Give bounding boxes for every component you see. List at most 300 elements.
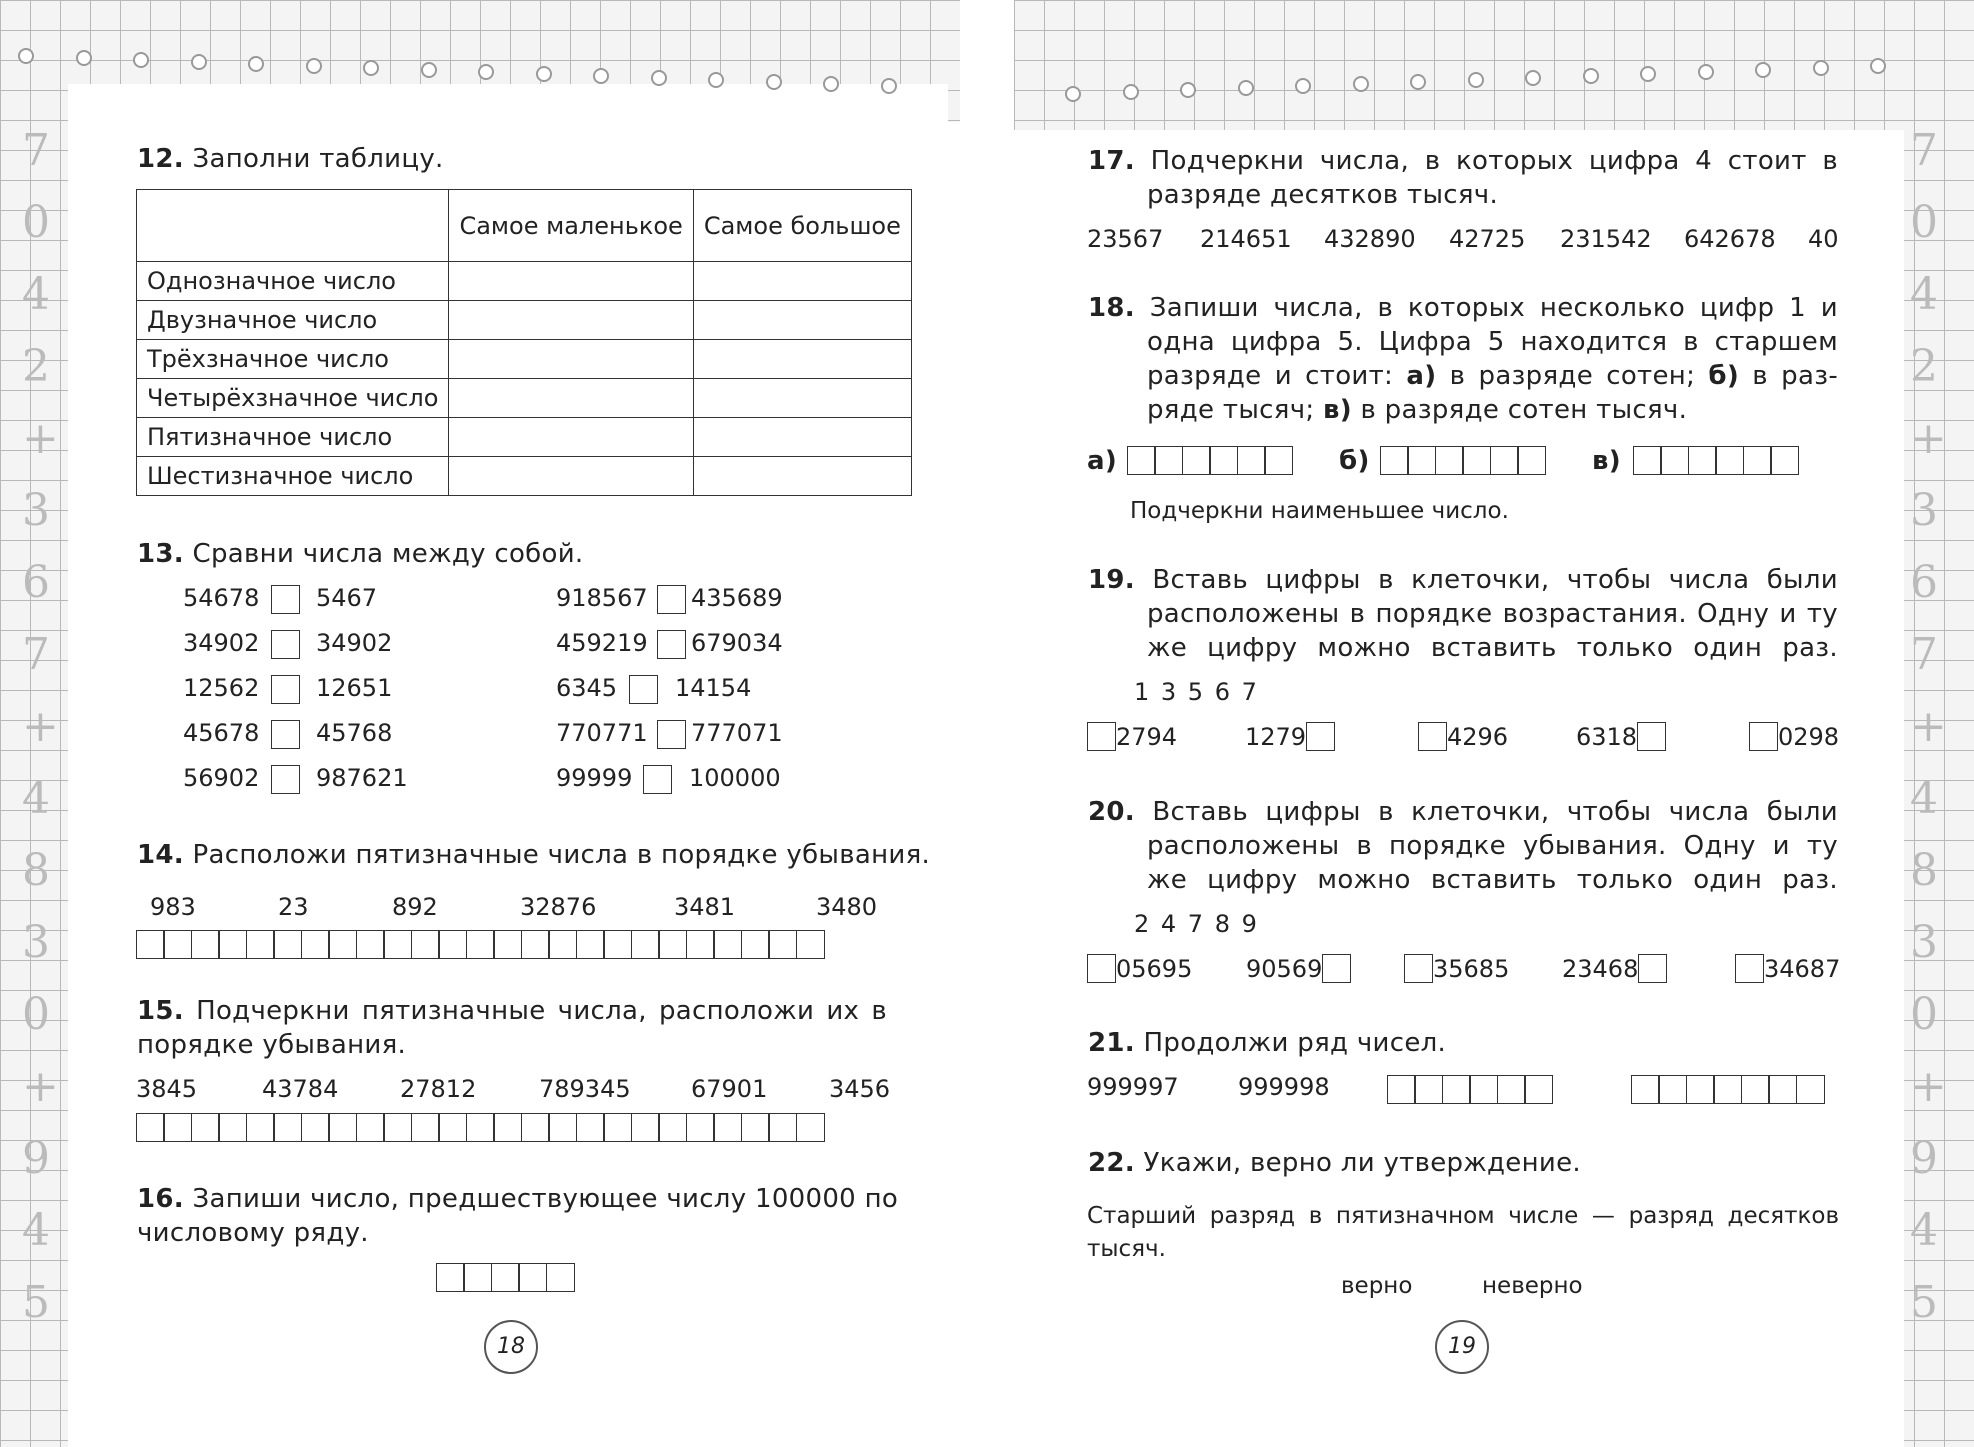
digit-cell[interactable] [328, 930, 357, 959]
decor-digit: 7 [1910, 125, 1938, 176]
digit-cell[interactable] [603, 930, 632, 959]
table-row [137, 262, 912, 301]
digit-cell[interactable] [163, 1113, 192, 1142]
digit-box[interactable] [1322, 954, 1351, 983]
table-header-largest: Самое большое [693, 190, 911, 262]
task21-title: Продолжи ряд чисел. [1143, 1028, 1447, 1058]
digit-cell[interactable] [466, 930, 495, 959]
task18-line4-post: в разряде сотен тысяч. [1351, 395, 1688, 425]
digit-cell[interactable] [1182, 446, 1211, 475]
digit-cell[interactable] [436, 1263, 465, 1292]
task18-label-a: а) [1087, 446, 1118, 476]
left-page-number: 18 [484, 1320, 538, 1374]
digit-cell[interactable] [1127, 446, 1156, 475]
number-item: 231542 [1560, 225, 1652, 253]
digit-cell[interactable] [246, 930, 275, 959]
digit-cell[interactable] [521, 930, 550, 959]
task15-heading [137, 994, 887, 1062]
digit-cell[interactable] [273, 930, 302, 959]
right-page-number: 19 [1435, 1320, 1489, 1374]
digit-cell[interactable] [658, 930, 687, 959]
task21-cells-next-1[interactable] [1388, 1075, 1553, 1104]
spiral-hole [1583, 68, 1599, 84]
digit-cell[interactable] [521, 1113, 550, 1142]
compare-left-number: 459219 [556, 629, 648, 657]
insert-item-number: 90569 [1246, 954, 1323, 983]
task21-cells-next-2[interactable] [1632, 1075, 1825, 1104]
digit-cell[interactable] [576, 1113, 605, 1142]
task22-option-true[interactable]: верно [1341, 1273, 1413, 1299]
spiral-hole [1698, 64, 1714, 80]
spiral-hole [1755, 62, 1771, 78]
compare-left-number: 12562 [183, 674, 260, 702]
digit-cell[interactable] [741, 1113, 770, 1142]
number-item: 23 [278, 893, 309, 921]
task16-answer-cells[interactable] [437, 1263, 575, 1292]
spiral-hole [133, 52, 149, 68]
digit-box[interactable] [1306, 722, 1335, 751]
digit-cell[interactable] [218, 1113, 247, 1142]
row-label: Двузначное число [137, 301, 449, 340]
digit-cell[interactable] [356, 1113, 385, 1142]
digit-cell[interactable] [603, 1113, 632, 1142]
task15-title-line1: Подчеркни пятизначные числа, расположи их в [196, 996, 887, 1026]
decor-digit: 4 [1910, 1205, 1938, 1256]
task15-title-line2: порядке убывания. [137, 1030, 407, 1060]
table-header-row [137, 190, 912, 262]
digit-cell[interactable] [383, 930, 412, 959]
compare-left-number: 99999 [556, 764, 633, 792]
insert-item [1087, 722, 1177, 751]
task21-number-2: 999998 [1238, 1073, 1330, 1101]
compare-right-number: 679034 [691, 629, 783, 657]
task17-title-line2: разряде десятков тысяч. [1147, 180, 1499, 210]
number-item: 42725 [1449, 225, 1526, 253]
digit-cell[interactable] [548, 1113, 577, 1142]
compare-right-number: 100000 [689, 764, 781, 792]
digit-cell[interactable] [686, 930, 715, 959]
task20-digits: 2 4 7 8 9 [1134, 910, 1257, 938]
digit-cell[interactable] [218, 930, 247, 959]
digit-box[interactable] [1087, 954, 1116, 983]
insert-item-number: 4296 [1447, 722, 1509, 751]
digit-cell[interactable] [1497, 1075, 1526, 1104]
task14-answer-cells[interactable] [137, 930, 825, 959]
decor-digit: 5 [22, 1277, 50, 1328]
digit-cell[interactable] [1743, 446, 1772, 475]
number-item: 43784 [262, 1075, 339, 1103]
decor-digit: 6 [1910, 557, 1938, 608]
spiral-hole [1238, 80, 1254, 96]
digit-cell[interactable] [1660, 446, 1689, 475]
task20-number: 20. [1088, 797, 1135, 827]
task20-heading [1088, 795, 1838, 897]
digit-cell[interactable] [713, 1113, 742, 1142]
digit-cell[interactable] [1407, 446, 1436, 475]
task16-title-line2: числовому ряду. [137, 1218, 369, 1248]
table-row [137, 379, 912, 418]
decor-digit: + [22, 413, 59, 464]
table-row [137, 340, 912, 379]
digit-cell[interactable] [576, 930, 605, 959]
number-item: 67901 [691, 1075, 768, 1103]
answer-cell[interactable] [693, 457, 911, 496]
spiral-hole [18, 48, 34, 64]
answer-cell[interactable] [449, 262, 693, 301]
task16-number: 16. [137, 1184, 184, 1214]
digit-cell[interactable] [163, 930, 192, 959]
insert-item [1245, 722, 1335, 751]
decor-digit: 4 [1910, 269, 1938, 320]
answer-cell[interactable] [449, 418, 693, 457]
decor-digit: 0 [22, 989, 50, 1040]
task13-title: Сравни числа между собой. [192, 539, 584, 569]
digit-cell[interactable] [301, 1113, 330, 1142]
table-header-smallest: Самое маленькое [449, 190, 693, 262]
compare-left-number: 6345 [556, 674, 618, 702]
digit-cell[interactable] [1658, 1075, 1687, 1104]
digit-cell[interactable] [713, 930, 742, 959]
digit-cell[interactable] [518, 1263, 547, 1292]
task17-heading [1088, 144, 1838, 212]
task18-line3-mid: в разряде сотен; [1436, 361, 1709, 391]
table-row [137, 301, 912, 340]
task18-cells-a[interactable] [1128, 446, 1293, 475]
number-item: 214651 [1200, 225, 1292, 253]
decor-digit: 8 [1910, 845, 1938, 896]
answer-cell[interactable] [449, 379, 693, 418]
digit-cell[interactable] [768, 1113, 797, 1142]
task12-number: 12. [137, 144, 184, 174]
digit-cell[interactable] [1631, 1075, 1660, 1104]
insert-item [1418, 722, 1508, 751]
digit-box[interactable] [1637, 722, 1666, 751]
digit-cell[interactable] [1435, 446, 1464, 475]
table-row [137, 418, 912, 457]
task20-line1: Вставь цифры в клеточки, чтобы числа были [1152, 797, 1838, 827]
compare-sign-box[interactable] [643, 765, 672, 794]
task15-answer-cells[interactable] [137, 1113, 825, 1142]
spiral-hole [1295, 78, 1311, 94]
decor-digit: 2 [22, 341, 50, 392]
compare-right-number: 12651 [316, 674, 393, 702]
compare-sign-box[interactable] [657, 630, 686, 659]
number-item: 3480 [816, 893, 878, 921]
compare-sign-box[interactable] [271, 630, 300, 659]
digit-cell[interactable] [1517, 446, 1546, 475]
digit-cell[interactable] [328, 1113, 357, 1142]
digit-cell[interactable] [1688, 446, 1717, 475]
digit-cell[interactable] [631, 930, 660, 959]
digit-cell[interactable] [1264, 446, 1293, 475]
decor-digit: 8 [22, 845, 50, 896]
decor-digit: 6 [22, 557, 50, 608]
digit-cell[interactable] [631, 1113, 660, 1142]
digit-cell[interactable] [1154, 446, 1183, 475]
digit-cell[interactable] [1524, 1075, 1553, 1104]
decor-digit: 7 [22, 125, 50, 176]
spiral-hole [766, 74, 782, 90]
digit-cell[interactable] [548, 930, 577, 959]
decor-digit: 0 [22, 197, 50, 248]
digit-box[interactable] [1749, 722, 1778, 751]
digit-cell[interactable] [191, 930, 220, 959]
task22-line2: тысяч. [1087, 1236, 1166, 1262]
digit-cell[interactable] [1768, 1075, 1797, 1104]
row-label: Шестизначное число [137, 457, 449, 496]
task12-title: Заполни таблицу. [192, 144, 444, 174]
task14-heading [137, 838, 930, 872]
task14-number: 14. [137, 840, 184, 870]
answer-cell[interactable] [449, 301, 693, 340]
task22-title: Укажи, верно ли утверждение. [1143, 1148, 1581, 1178]
spiral-hole [1123, 84, 1139, 100]
insert-item-number: 0298 [1778, 722, 1840, 751]
digit-cell[interactable] [273, 1113, 302, 1142]
insert-item [1087, 954, 1192, 983]
page-gutter [960, 0, 1014, 1447]
insert-item-number: 23468 [1562, 954, 1639, 983]
spiral-hole [306, 58, 322, 74]
digit-cell[interactable] [1741, 1075, 1770, 1104]
compare-sign-box[interactable] [657, 720, 686, 749]
digit-cell[interactable] [383, 1113, 412, 1142]
digit-cell[interactable] [463, 1263, 492, 1292]
compare-right-number: 987621 [316, 764, 408, 792]
task22-option-false[interactable]: неверно [1482, 1273, 1583, 1299]
compare-left-number: 45678 [183, 719, 260, 747]
task13-heading [137, 537, 583, 571]
task12-heading [137, 142, 444, 176]
spiral-hole [1525, 70, 1541, 86]
number-item: 3456 [829, 1075, 891, 1103]
insert-item [1576, 722, 1666, 751]
digit-cell[interactable] [546, 1263, 575, 1292]
compare-left-number: 918567 [556, 584, 648, 612]
spiral-hole [1468, 72, 1484, 88]
task18-cells-v[interactable] [1634, 446, 1799, 475]
number-item: 892 [392, 893, 438, 921]
digit-cell[interactable] [1469, 1075, 1498, 1104]
task19-number: 19. [1088, 565, 1135, 595]
task18-cells-b[interactable] [1381, 446, 1546, 475]
digit-cell[interactable] [438, 1113, 467, 1142]
insert-item [1735, 954, 1840, 983]
digit-cell[interactable] [1490, 446, 1519, 475]
table-header-empty [137, 190, 449, 262]
number-item: 27812 [400, 1075, 477, 1103]
task18-note: Подчеркни наименьшее число. [1130, 498, 1509, 524]
spiral-hole [881, 78, 897, 94]
decor-digit: 4 [22, 1205, 50, 1256]
digit-cell[interactable] [136, 1113, 165, 1142]
spiral-hole [191, 54, 207, 70]
task22-line1: Старший разряд в пятизначном числе — разряд десятков [1087, 1203, 1839, 1229]
task22-statement [1087, 1200, 1839, 1266]
decor-digit: 9 [22, 1133, 50, 1184]
spiral-hole [1813, 60, 1829, 76]
decor-digit: + [22, 701, 59, 752]
digit-cell[interactable] [658, 1113, 687, 1142]
task12-table [136, 189, 912, 496]
digit-cell[interactable] [686, 1113, 715, 1142]
number-item: 3481 [674, 893, 736, 921]
digit-box[interactable] [1404, 954, 1433, 983]
task18-line3-pre: разряде и стоит: [1147, 361, 1407, 391]
insert-item [1246, 954, 1351, 983]
spiral-hole [1870, 58, 1886, 74]
digit-cell[interactable] [1770, 446, 1799, 475]
task18-number: 18. [1088, 293, 1135, 323]
decor-digit: 3 [22, 485, 50, 536]
digit-cell[interactable] [1209, 446, 1238, 475]
spiral-hole [248, 56, 264, 72]
row-label: Четырёхзначное число [137, 379, 449, 418]
answer-cell[interactable] [449, 457, 693, 496]
spiral-hole [1180, 82, 1196, 98]
spiral-hole [1640, 66, 1656, 82]
digit-cell[interactable] [796, 930, 825, 959]
decor-digit: + [22, 1061, 59, 1112]
spiral-hole [1353, 76, 1369, 92]
decor-digit: 4 [22, 773, 50, 824]
number-item: 432890 [1324, 225, 1416, 253]
compare-sign-box[interactable] [271, 720, 300, 749]
insert-item-number: 1279 [1245, 722, 1307, 751]
digit-cell[interactable] [301, 930, 330, 959]
insert-item [1562, 954, 1667, 983]
digit-cell[interactable] [493, 930, 522, 959]
task16-heading [137, 1182, 899, 1250]
task17-title-line1: Подчеркни числа, в которых цифра 4 стоит в [1150, 146, 1838, 176]
task21-heading [1088, 1026, 1446, 1060]
task18-option-a-inline: а) [1406, 361, 1437, 391]
task18-line3-post: в раз- [1739, 361, 1839, 391]
task22-number: 22. [1088, 1148, 1135, 1178]
digit-cell[interactable] [466, 1113, 495, 1142]
decor-digit: 2 [1910, 341, 1938, 392]
digit-cell[interactable] [411, 1113, 440, 1142]
compare-sign-box[interactable] [271, 585, 300, 614]
task18-line4-pre: ряде тысяч; [1147, 395, 1323, 425]
digit-cell[interactable] [356, 930, 385, 959]
task18-heading [1088, 291, 1838, 427]
decor-digit: + [1910, 413, 1947, 464]
task21-number: 21. [1088, 1028, 1135, 1058]
answer-cell[interactable] [449, 340, 693, 379]
number-item: 983 [150, 893, 196, 921]
digit-cell[interactable] [438, 930, 467, 959]
digit-box[interactable] [1418, 722, 1447, 751]
insert-item-number: 6318 [1576, 722, 1638, 751]
digit-box[interactable] [1087, 722, 1116, 751]
digit-cell[interactable] [1414, 1075, 1443, 1104]
decor-digit: 7 [22, 629, 50, 680]
digit-cell[interactable] [1715, 446, 1744, 475]
digit-cell[interactable] [1237, 446, 1266, 475]
digit-cell[interactable] [1380, 446, 1409, 475]
digit-box[interactable] [1638, 954, 1667, 983]
digit-cell[interactable] [493, 1113, 522, 1142]
insert-item-number: 34687 [1764, 954, 1841, 983]
number-item: 23567 [1087, 225, 1164, 253]
digit-cell[interactable] [741, 930, 770, 959]
digit-cell[interactable] [136, 930, 165, 959]
digit-cell[interactable] [1686, 1075, 1715, 1104]
digit-cell[interactable] [1713, 1075, 1742, 1104]
digit-cell[interactable] [1462, 446, 1491, 475]
answer-cell[interactable] [693, 301, 911, 340]
compare-sign-box[interactable] [271, 765, 300, 794]
number-item: 789345 [539, 1075, 631, 1103]
compare-sign-box[interactable] [629, 675, 658, 704]
compare-left-number: 34902 [183, 629, 260, 657]
spiral-hole [823, 76, 839, 92]
decor-digit: + [1910, 1061, 1947, 1112]
task16-title-line1: Запиши число, предшествующее числу 100000 по [192, 1184, 899, 1214]
decor-digit: 5 [1910, 1277, 1938, 1328]
insert-item [1749, 722, 1839, 751]
digit-cell[interactable] [1633, 446, 1662, 475]
compare-sign-box[interactable] [271, 675, 300, 704]
task19-heading [1088, 563, 1838, 665]
task15-number: 15. [137, 996, 184, 1026]
spiral-hole [363, 60, 379, 76]
digit-cell[interactable] [191, 1113, 220, 1142]
decor-digit: 4 [1910, 773, 1938, 824]
digit-cell[interactable] [411, 930, 440, 959]
compare-left-number: 770771 [556, 719, 648, 747]
row-label: Пятизначное число [137, 418, 449, 457]
number-item: 40 [1808, 225, 1839, 253]
task19-line1: Вставь цифры в клеточки, чтобы числа были [1152, 565, 1838, 595]
task18-label-b: б) [1339, 446, 1370, 476]
digit-cell[interactable] [1442, 1075, 1471, 1104]
number-item: 32876 [520, 893, 597, 921]
number-item: 642678 [1684, 225, 1776, 253]
task21-number-1: 999997 [1087, 1073, 1179, 1101]
answer-cell[interactable] [693, 379, 911, 418]
compare-right-number: 45768 [316, 719, 393, 747]
task14-title: Расположи пятизначные числа в порядке убывания. [192, 840, 931, 870]
task19-digits: 1 3 5 6 7 [1134, 678, 1257, 706]
answer-cell[interactable] [693, 262, 911, 301]
spiral-hole [76, 50, 92, 66]
answer-cell[interactable] [693, 340, 911, 379]
number-item: 3845 [136, 1075, 198, 1103]
decor-digit: 3 [1910, 485, 1938, 536]
answer-cell[interactable] [693, 418, 911, 457]
task20-line3: же цифру можно вставить только один раз. [1147, 865, 1838, 895]
digit-box[interactable] [1735, 954, 1764, 983]
digit-cell[interactable] [768, 930, 797, 959]
table-row [137, 457, 912, 496]
compare-sign-box[interactable] [657, 585, 686, 614]
digit-cell[interactable] [1796, 1075, 1825, 1104]
digit-cell[interactable] [246, 1113, 275, 1142]
task18-option-v-inline: в) [1322, 395, 1352, 425]
compare-left-number: 54678 [183, 584, 260, 612]
task18-option-b-inline: б) [1708, 361, 1740, 391]
task17-number: 17. [1088, 146, 1135, 176]
decor-digit: + [1910, 701, 1947, 752]
spiral-hole [421, 62, 437, 78]
task18-label-v: в) [1592, 446, 1621, 476]
digit-cell[interactable] [796, 1113, 825, 1142]
digit-cell[interactable] [1387, 1075, 1416, 1104]
task19-line2: расположены в порядке возрастания. Одну и ту [1147, 599, 1838, 629]
digit-cell[interactable] [491, 1263, 520, 1292]
